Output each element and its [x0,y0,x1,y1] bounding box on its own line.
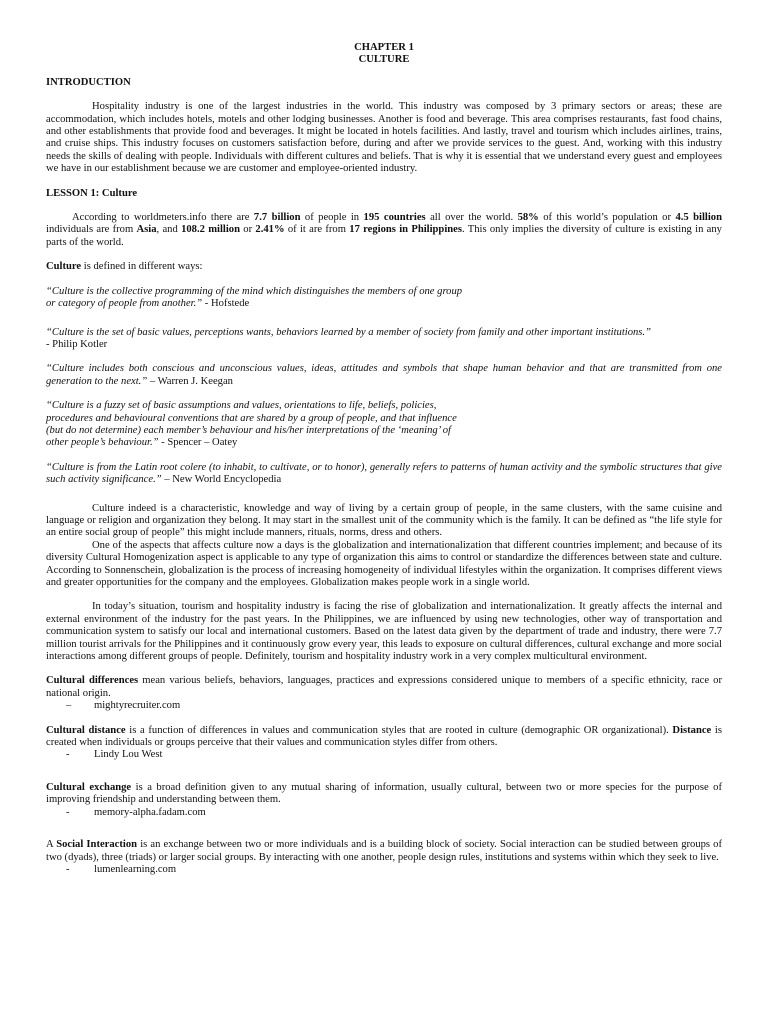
definition-cultural-exchange: Cultural exchange is a broad definition given to any mutual sharing of information, usually cultural, between two or more species for the purpose of improving friendship and understanding between them. - memory-alpha.fadam.com [46,781,722,818]
chapter-number: CHAPTER 1 [354,42,414,53]
quote-keegan: “Culture includes both conscious and unconscious values, ideas, attitudes and symbols that shape human behavior and that are transmitted from one generation to the next.” – Warren J. Keegan [46,363,722,387]
quote-hofstede: “Culture is the collective programming of the mind which distinguishes the members of one group or category of people from another.” - Hofstede [46,285,463,310]
chapter-title: CULTURE [358,54,410,66]
source-memory-alpha: memory-alpha.fadam.com [94,806,206,818]
source-lumenlearning: lumenlearning.com [94,863,177,875]
lesson-heading: LESSON 1: Culture [46,187,138,199]
source-mightyrecruiter: mightyrecruiter.com [94,700,181,712]
globalization-paragraph: One of the aspects that affects culture now a days is the globalization and internationalization that different countries implement; and because of its diversity Cultural Homogenization aspect is applicable to any type of organization this aims to control or standardize the differences between state and culture. According to Sonnenschein, globalization is the process of increasing homogeneity of individual lifestyles within the organization. It comprises different views and greater opportunities for the company and the employees. Globalization makes people work in a single world. [46,539,722,588]
tourism-paragraph: In today’s situation, tourism and hospitality industry is facing the rise of globalization and internationalization. It greatly affects the internal and external environment of the industry for the past years. In the Philippines, we are influenced by using new technologies, other way of transportation and communication system to satisfy our local and international customers. Based on the latest data given by the department of trade and industry, there were 7.7 million tourist arrivals for the Philippines and it continuously grow every year, this leads to exposure on cultural differences, cultural exchange and more social interactions among different groups of people. Definitely, tourism and hospitality industry work in a very complex multicultural environment. [46,601,722,663]
definition-social-interaction: A Social Interaction is an exchange between two or more individuals and is a building block of society. Social interaction can be studied between groups of two (dyads), three (triads) or larger social groups. By interacting with one another, people design rules, institutions and systems within which they seek to live. - lumenlearning.com [46,839,723,875]
definition-intro: Culture is defined in different ways: [46,261,203,273]
culture-paragraph: Culture indeed is a characteristic, knowledge and way of living by a certain group of people, in the same clusters, with the same cuisine and language or religion and organization they belong. It may start in the smallest unit of the community which is the family. It can be defined as “the life style for an entire social group of people” this might include manners, rituals, norms, dress and others. [46,502,722,539]
statistics-paragraph: According to worldmeters.info there are 7.7 billion of people in 195 countries all over the world. 58% of this world’s population or 4.5 billion individuals are from Asia, and 108.2 million or 2.41% of it are from 17 regions in Philippines. This only implies the diversity of culture is existing in any parts of the world. [46,212,722,248]
definition-cultural-distance: Cultural distance is a function of differences in values and communication styles that are rooted in culture (demographic OR organizational). Distance is created when individuals or groups perceive that their values and communication styles differ from others. - Lindy Lou West [46,724,723,761]
definition-cultural-differences: Cultural differences mean various beliefs, behaviors, languages, practices and expressions considered unique to members of a specific ethnicity, race or national origin. – mightyrecruiter.com [46,675,722,712]
introduction-paragraph: Hospitality industry is one of the largest industries in the world. This industry was composed by 3 primary sectors or areas; these are accommodation, which includes hotels, motels and other lodging businesses. Another is food and beverage. This area comprises restaurants, fast food chains, and other establishments that provide food and beverages. It might be located in hotels facilities. And lastly, travel and tourism which includes airlines, trains, and cruise ships. This industry focuses on customers satisfaction before, during and after we provide services to the guest. And, working with this industry needs the skills of dealing with people. Individuals with different cultures and beliefs. That is why it is essential that we understand every guest and employees we have in our establishment because we are customer and employee-oriented industry. [46,101,722,175]
source-lindy-lou-west: Lindy Lou West [94,749,163,761]
quote-kotler: “Culture is the set of basic values, perceptions wants, behaviors learned by a member of society from family and other important institutions.” - Philip Kotler [46,326,651,350]
quote-new-world-encyclopedia: “Culture is from the Latin root colere (to inhabit, to cultivate, or to honor), generally refers to patterns of human activity and the symbolic structures that give such activity significance.” – New World Encyclopedia [46,461,722,486]
introduction-heading: INTRODUCTION [46,76,131,88]
quote-spencer-oatey: “Culture is a fuzzy set of basic assumptions and values, orientations to life, beliefs, policies, procedures and behavioural conventions that are shared by a group of people, and that influence (but do not determine) each member’s behaviour and his/her interpretations of the ‘meaning’ of other people’s behaviour.” - Spencer – Oatey [46,400,457,449]
